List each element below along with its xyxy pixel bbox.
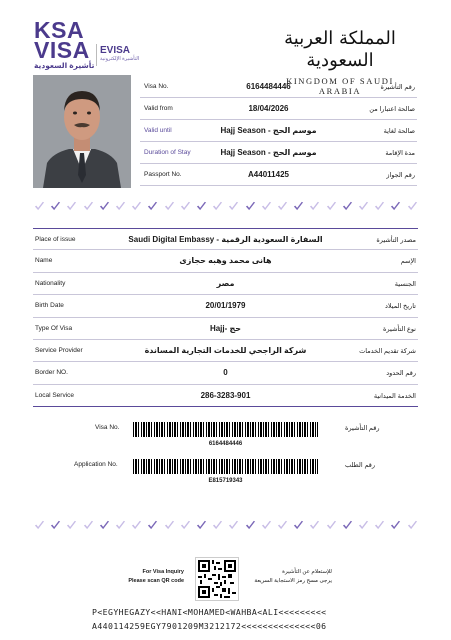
check-icon — [326, 201, 337, 212]
detail-label-en: Local Service — [35, 391, 75, 399]
check-icon — [50, 520, 61, 531]
check-icon — [358, 520, 369, 531]
check-icon — [228, 201, 239, 212]
mrz-line-2: A440114259EGY7901209M3212172<<<<<<<<<<<<<<06 — [92, 621, 327, 631]
visa-number-barcode — [133, 422, 318, 437]
detail-value: شركة الراجحي للخدمات التجارية المساندة — [144, 345, 307, 355]
check-icon — [147, 520, 158, 531]
summary-row — [140, 164, 417, 186]
detail-value: Hajj- حج — [209, 323, 242, 333]
detail-row — [33, 318, 418, 340]
detail-row — [33, 385, 418, 407]
summary-label-ar: مدة الإقامة — [385, 150, 415, 157]
visa-barcode-label-ar: رقم التأشيرة — [345, 425, 380, 432]
detail-row — [33, 295, 418, 317]
ksa-logo-arabic: تأشيرة السعودية — [34, 61, 95, 70]
detail-row — [33, 362, 418, 384]
check-icon — [407, 520, 418, 531]
detail-label-en: Birth Date — [35, 302, 64, 310]
visa-details-table — [33, 228, 418, 407]
check-row-bottom — [34, 520, 418, 534]
check-icon — [131, 520, 142, 531]
application-barcode-label-ar: رقم الطلب — [345, 462, 376, 469]
evisa-logo-text: EVISA — [100, 45, 131, 56]
visa-summary-table — [140, 76, 417, 186]
summary-value: Hajj Season - موسم الحج — [220, 148, 317, 157]
detail-label-ar: مصدر التأشيرة — [376, 237, 416, 244]
detail-label-ar: الإسم — [400, 258, 416, 266]
summary-row — [140, 142, 417, 164]
kingdom-english-title: KINGDOM OF SAUDI ARABIA — [286, 76, 394, 96]
detail-label-ar: الخدمة الميدانية — [373, 392, 416, 400]
check-icon — [34, 201, 45, 212]
detail-label-ar: تاريخ الميلاد — [384, 303, 416, 311]
check-icon — [99, 201, 110, 212]
check-icon — [115, 201, 126, 212]
check-icon — [358, 201, 369, 212]
summary-label-en: Duration of Stay — [144, 149, 191, 156]
check-icon — [261, 520, 272, 531]
check-icon — [180, 520, 191, 531]
visa-inquiry-arabic — [252, 568, 332, 586]
detail-label-en: Border NO. — [35, 369, 68, 377]
check-icon — [342, 520, 353, 531]
detail-label-ar: رقم الحدود — [386, 370, 416, 378]
check-icon — [164, 201, 175, 212]
check-icon — [390, 520, 401, 531]
check-icon — [196, 201, 207, 212]
check-icon — [277, 201, 288, 212]
summary-label-en: Passport No. — [144, 171, 182, 178]
summary-label-en: Visa No. — [144, 83, 169, 90]
check-icon — [277, 520, 288, 531]
visa-inquiry-english — [120, 568, 184, 586]
detail-label-en: Nationality — [35, 279, 66, 287]
check-icon — [212, 520, 223, 531]
ksa-logo-line2: VISA — [34, 37, 90, 63]
inquiry-ar-line2: يرجى مسح رمز الاستجابة السريعة — [254, 578, 332, 584]
inquiry-ar-line1: للإستعلام عن التأشيرة — [282, 569, 332, 575]
check-icon — [131, 201, 142, 212]
detail-value: 286-3283-901 — [200, 390, 251, 400]
summary-value: Hajj Season - موسم الحج — [220, 126, 317, 135]
kingdom-arabic-calligraphy: المملكة العربية السعودية — [284, 28, 396, 71]
check-icon — [374, 520, 385, 531]
summary-value: 18/04/2026 — [248, 104, 289, 113]
check-icon — [180, 201, 191, 212]
check-row-top — [34, 201, 418, 215]
evisa-logo-arabic: التأشيرة الإلكترونية — [100, 56, 140, 62]
inquiry-en-line1: For Visa Inquiry — [142, 569, 184, 575]
evisa-logo — [100, 45, 144, 62]
application-barcode-number: E815719343 — [208, 478, 243, 484]
summary-row — [140, 76, 417, 98]
detail-label-en: Place of issue — [35, 236, 76, 243]
check-icon — [66, 201, 77, 212]
check-icon — [66, 520, 77, 531]
check-icon — [228, 520, 239, 531]
detail-value: 20/01/1979 — [205, 301, 246, 311]
check-icon — [115, 520, 126, 531]
check-icon — [212, 201, 223, 212]
check-icon — [83, 201, 94, 212]
qr-code-icon[interactable] — [195, 557, 239, 601]
detail-label-en: Name — [35, 257, 53, 265]
ksa-logo-line1: KSA — [34, 17, 85, 43]
detail-label-ar: شركة تقديم الخدمات — [359, 347, 416, 355]
summary-value: A44011425 — [248, 170, 289, 179]
check-icon — [164, 520, 175, 531]
summary-label-en: Valid until — [144, 127, 172, 134]
summary-row — [140, 98, 417, 120]
check-icon — [342, 201, 353, 212]
detail-value: مصر — [216, 278, 235, 288]
check-icon — [293, 201, 304, 212]
check-icon — [50, 201, 61, 212]
check-icon — [309, 201, 320, 212]
summary-row — [140, 120, 417, 142]
visa-barcode-number: 6164484446 — [208, 441, 243, 447]
visa-barcode-label-en: Visa No. — [95, 424, 120, 431]
check-icon — [99, 520, 110, 531]
summary-label-ar: رقم التأشيرة — [380, 84, 415, 91]
check-icon — [326, 520, 337, 531]
check-icon — [309, 520, 320, 531]
detail-value: هانى محمد وهبه حجازى — [179, 256, 272, 266]
logo-divider — [96, 44, 97, 66]
application-barcode-label-en: Application No. — [74, 461, 118, 468]
check-icon — [374, 201, 385, 212]
detail-row — [33, 250, 418, 272]
check-icon — [245, 520, 256, 531]
summary-label-ar: صالحة اعتبارا من — [369, 106, 415, 113]
detail-row — [33, 340, 418, 362]
ksa-visa-logo — [34, 17, 98, 70]
summary-label-ar: صالحة لغاية — [383, 128, 415, 135]
summary-value: 6164484446 — [246, 82, 291, 91]
inquiry-en-line2: Please scan QR code — [128, 578, 184, 584]
summary-label-en: Valid from — [144, 105, 173, 112]
check-icon — [261, 201, 272, 212]
check-icon — [245, 201, 256, 212]
summary-label-ar: رقم الجواز — [386, 172, 415, 179]
check-icon — [83, 520, 94, 531]
application-number-barcode — [133, 459, 318, 474]
mrz-line-1: P<EGYHEGAZY<<HANI<MOHAMED<WAHBA<ALI<<<<<<<<< — [92, 607, 327, 617]
detail-label-ar: نوع التأشيرة — [383, 325, 416, 333]
detail-row — [33, 228, 418, 250]
holder-photo — [33, 75, 131, 188]
detail-label-en: Type Of Visa — [35, 324, 73, 332]
check-icon — [293, 520, 304, 531]
check-icon — [34, 520, 45, 531]
check-icon — [147, 201, 158, 212]
check-icon — [390, 201, 401, 212]
detail-value: 0 — [223, 368, 228, 378]
detail-label-ar: الجنسية — [394, 280, 416, 288]
check-icon — [196, 520, 207, 531]
detail-value: Saudi Digital Embassy - السفارة السعودية الرقمية — [128, 235, 323, 244]
detail-label-en: Service Provider — [35, 346, 83, 354]
check-icon — [407, 201, 418, 212]
detail-row — [33, 273, 418, 295]
